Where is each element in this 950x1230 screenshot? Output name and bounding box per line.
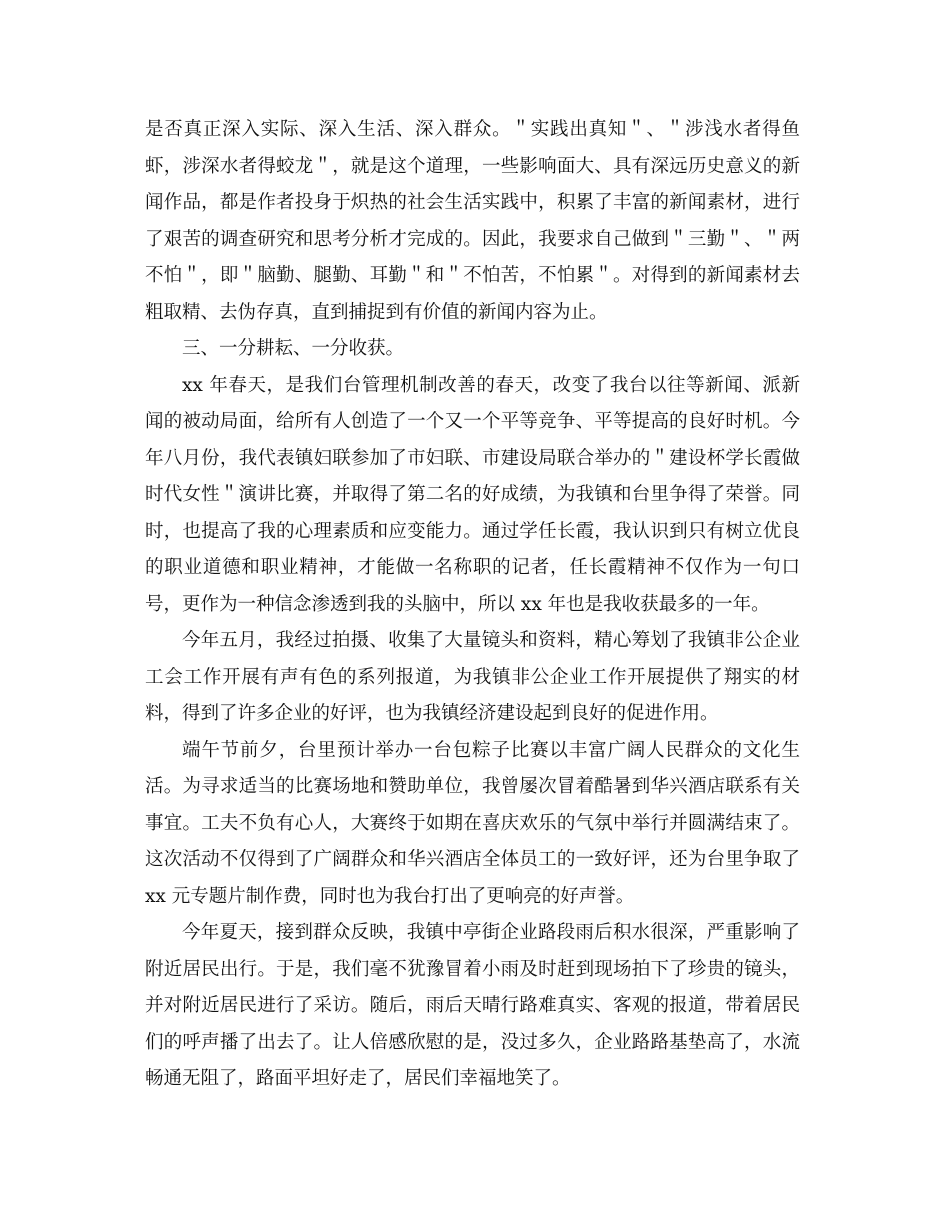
paragraph-dragon-boat-event: 端午节前夕，台里预计举办一台包粽子比赛以丰富广阔人民群众的文化生活。为寻求适当的比赛场地和赞助单位，我曾屡次冒着酷暑到华兴酒店联系有关事宜。工夫不负有心人，大赛终于如期在喜庆欢乐的气氛中举行并圆满结束了。这次活动不仅得到了广阔群众和华兴酒店全体员工的一致好评，还为台里争取了 xx 元专题片制作费，同时也为我台打出了更响亮的好声誉。 — [145, 739, 800, 907]
paragraph-spring-speech-contest: xx 年春天，是我们台管理机制改善的春天，改变了我台以往等新闻、派新闻的被动局面，给所有人创造了一个又一个平等竞争、平等提高的良好时机。今年八月份，我代表镇妇联参加了市妇联、市建设局联合举办的＂建设杯学长霞做时代女性＂演讲比赛，并取得了第二名的好成绩，为我镇和台里争得了荣誉。同时，也提高了我的心理素质和应变能力。通过学任长霞，我认识到只有树立优良的职业道德和职业精神，才能做一名称职的记者，任长霞精神不仅作为一句口号，更作为一种信念渗透到我的头脑中，所以 xx 年也是我收获最多的一年。 — [145, 374, 800, 615]
paragraph-practice-truth: 是否真正深入实际、深入生活、深入群众。＂实践出真知＂、＂涉浅水者得鱼虾，涉深水者得蛟龙＂，就是这个道理，一些影响面大、具有深远历史意义的新闻作品，都是作者投身于炽热的社会生活实践中，积累了丰富的新闻素材，进行了艰苦的调查研究和思考分析才完成的。因此，我要求自己做到＂三勤＂、＂两不怕＂，即＂脑勤、腿勤、耳勤＂和＂不怕苦，不怕累＂。对得到的新闻素材去粗取精、去伪存真，直到捕捉到有价值的新闻内容为止。 — [145, 119, 800, 323]
document-body — [145, 112, 800, 1098]
paragraph-may-reports: 今年五月，我经过拍摄、收集了大量镜头和资料，精心筹划了我镇非公企业工会工作开展有声有色的系列报道，为我镇非公企业工作开展提供了翔实的材料，得到了许多企业的好评，也为我镇经济建设起到良好的促进作用。 — [145, 630, 800, 724]
paragraph-summer-flooding-report: 今年夏天，接到群众反映，我镇中亭街企业路段雨后积水很深，严重影响了附近居民出行。于是，我们毫不犹豫冒着小雨及时赶到现场拍下了珍贵的镜头，并对附近居民进行了采访。随后，雨后天晴行路难真实、客观的报道，带着居民们的呼声播了出去了。让人倍感欣慰的是，没过多久，企业路路基垫高了，水流畅通无阻了，路面平坦好走了，居民们幸福地笑了。 — [145, 922, 800, 1089]
section-heading-harvest: 三、一分耕耘、一分收获。 — [182, 338, 405, 359]
